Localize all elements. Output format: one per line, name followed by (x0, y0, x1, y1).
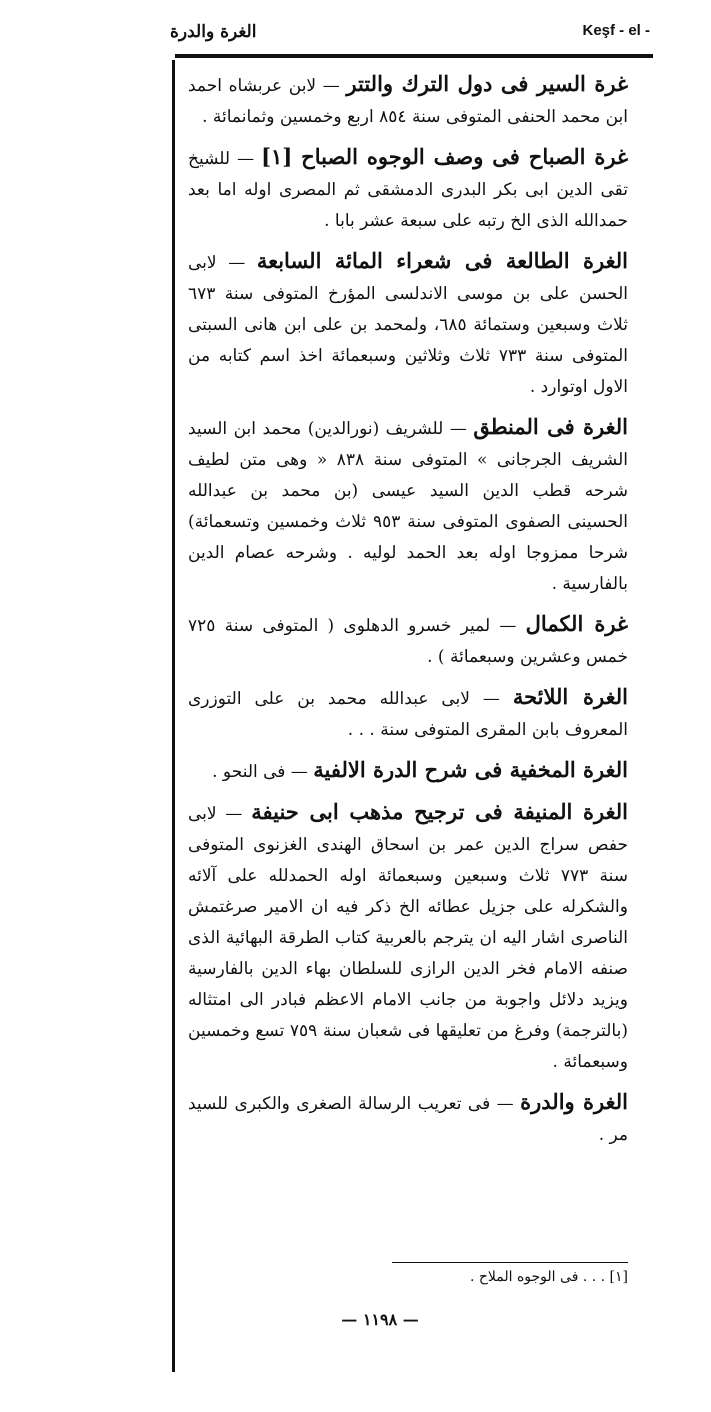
entry-title: الغرة اللائحة (512, 684, 629, 709)
entry-title: الغرة المخفية فى شرح الدرة الالفية (313, 757, 628, 782)
entry (188, 1086, 628, 1151)
entry-body: — لمير خسرو الدهلوى ( المتوفى سنة ٧٢٥ خمس وعشرين وسبعمائة ) . (188, 616, 628, 667)
entry (188, 754, 628, 788)
entry (188, 796, 628, 1078)
entry-body: — للشيخ تقى الدين ابى بكر البدرى الدمشقى ثم المصرى اوله اما بعد حمدالله الذى الخ رتبه على سبعة عشر بابا . (188, 149, 628, 231)
header-title-arabic: الغرة والدرة (170, 22, 257, 42)
entry-body: — لابى حفص سراج الدين عمر بن اسحاق الهندى الغزنوى المتوفى سنة ٧٧٣ ثلاث وسبعين وسبعمائة اوله الحمدلله على آلائه والشكرله على جزيل عطائه الخ ذكر فيه ان الامير صرغتمش الناصرى اشار اليه ان يترجم بالعربية كتاب الطرقة البهائية الذى صنفه الامام فخر الدين الرازى للسلطان بهاء الدين بالفارسية ويزيد دلائل واجوبة من جانب الامام الاعظم فبادر الى امتثاله (بالترجمة) وفرغ من تعليقها فى شعبان سنة ٧٥٩ تسع وخمسين وسبعمائة . (188, 804, 629, 1072)
entry (188, 245, 628, 403)
entry-title: غرة الكمال (525, 611, 628, 636)
entry (188, 681, 628, 746)
entry-title: غرة الصباح فى وصف الوجوه الصباح [١] (261, 144, 628, 169)
entry-title: غرة السير فى دول الترك والتتر (346, 71, 628, 96)
entry-body: — لابى الحسن على بن موسى الاندلسى المؤرخ المتوفى سنة ٦٧٣ ثلاث وسبعين وستمائة ٦٨٥، ولمحمد بن على ابن هانى السبتى المتوفى سنة ٧٣٣ ثلاث وثلاثين وسبعمائة اخذ اسم كتابه من الاول اوتوارد . (188, 253, 629, 397)
entry (188, 411, 628, 600)
entry-title: الغرة المنيفة فى ترجيح مذهب ابى حنيفة (251, 799, 629, 824)
entry-body: — فى النحو . (212, 762, 308, 782)
entry (188, 141, 628, 237)
footnote: [١] . . . فى الوجوه الملاح . (469, 1269, 628, 1285)
entry-body: — فى تعريب الرسالة الصغرى والكبرى للسيد مر . (188, 1094, 628, 1145)
entry-body: — لابن عربشاه احمد ابن محمد الحنفى المتوفى سنة ٨٥٤ اربع وخمسين وثمانمائة . (188, 76, 628, 127)
entry-body: — لابى عبدالله محمد بن على التوزرى المعروف بابن المقرى المتوفى سنة . . . (188, 689, 628, 740)
entries-column (188, 68, 628, 1288)
entry-body: — للشريف (نورالدين) محمد ابن السيد الشريف الجرجانى » المتوفى سنة ٨٣٨ « وهى متن لطيف شرحه قطب الدين السيد عيسى (بن محمد بن عبدالله الحسينى الصفوى المتوفى سنة ٩٥٣ ثلاث وخمسين وتسعمائة) شرحا ممزوجا اوله بعد الحمد لوليه . وشرحه عصام الدين بالفارسية . (188, 419, 628, 594)
entry-title: الغرة فى المنطق (473, 414, 628, 439)
footnote-rule (392, 1262, 628, 1263)
page-number: — ١١٩٨ — (341, 1310, 419, 1329)
column-rule (172, 60, 175, 1372)
entry-title: الغرة والدرة (520, 1089, 628, 1114)
header-rule (175, 54, 653, 58)
entry (188, 608, 628, 673)
header-title-latin: Keşf - el - (582, 22, 650, 39)
entry (188, 68, 628, 133)
entry-title: الغرة الطالعة فى شعراء المائة السابعة (256, 248, 628, 273)
running-header (170, 22, 650, 52)
